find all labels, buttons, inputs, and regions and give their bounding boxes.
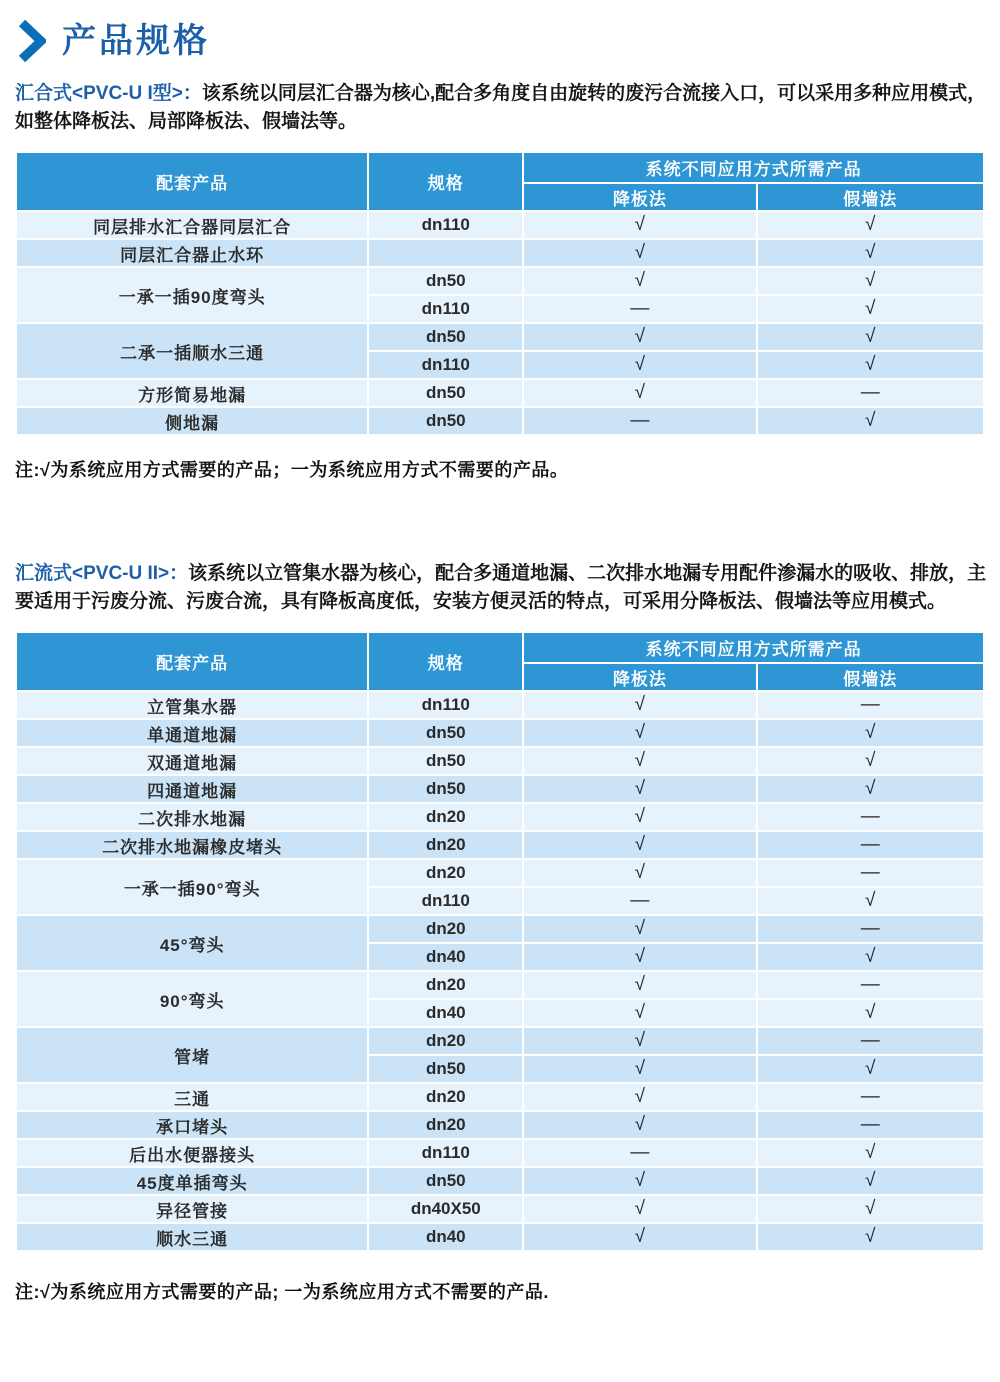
product-cell: 单通道地漏 (16, 719, 368, 747)
col-header-spec: 规格 (368, 152, 523, 211)
spec-cell: dn50 (368, 267, 523, 295)
product-cell: 45°弯头 (16, 915, 368, 971)
drop-slab-method-cell: √ (523, 1195, 756, 1223)
table-note-1: 注:√为系统应用方式需要的产品；一为系统应用方式不需要的产品。 (15, 460, 569, 480)
table-row (16, 747, 984, 775)
drop-slab-method-cell: √ (523, 1083, 756, 1111)
col-header-method-2: 假墙法 (757, 183, 985, 211)
drop-slab-method-cell: √ (523, 267, 756, 295)
table-row (16, 1167, 984, 1195)
table-row (16, 915, 984, 943)
col-header-spec: 规格 (368, 632, 523, 691)
false-wall-method-cell: — (757, 691, 985, 719)
drop-slab-method-cell: √ (523, 999, 756, 1027)
spec-cell: dn110 (368, 1139, 523, 1167)
false-wall-method-cell: √ (757, 747, 985, 775)
spec-cell: dn40 (368, 943, 523, 971)
table-row (16, 323, 984, 351)
drop-slab-method-cell: √ (523, 351, 756, 379)
drop-slab-method-cell: √ (523, 323, 756, 351)
drop-slab-method-cell: √ (523, 831, 756, 859)
false-wall-method-cell: √ (757, 719, 985, 747)
spec-cell: dn110 (368, 295, 523, 323)
spec-cell: dn20 (368, 803, 523, 831)
section-intro-1 (15, 80, 987, 136)
table-2-body (16, 691, 984, 1251)
spec-cell: dn50 (368, 719, 523, 747)
table-row (16, 1223, 984, 1251)
spec-cell: dn110 (368, 351, 523, 379)
spec-cell: dn50 (368, 1167, 523, 1195)
spec-cell: dn20 (368, 831, 523, 859)
spec-cell: dn110 (368, 211, 523, 239)
false-wall-method-cell: — (757, 859, 985, 887)
spec-cell: dn110 (368, 691, 523, 719)
spec-cell: dn50 (368, 1055, 523, 1083)
spec-cell: dn50 (368, 323, 523, 351)
col-header-method-1: 降板法 (523, 183, 756, 211)
product-cell: 三通 (16, 1083, 368, 1111)
product-cell: 四通道地漏 (16, 775, 368, 803)
table-row (16, 831, 984, 859)
false-wall-method-cell: √ (757, 295, 985, 323)
drop-slab-method-cell: √ (523, 971, 756, 999)
spec-cell: dn20 (368, 859, 523, 887)
false-wall-method-cell: √ (757, 1223, 985, 1251)
table-row (16, 267, 984, 295)
false-wall-method-cell: √ (757, 351, 985, 379)
drop-slab-method-cell: √ (523, 1055, 756, 1083)
table-row (16, 1195, 984, 1223)
drop-slab-method-cell: √ (523, 239, 756, 267)
false-wall-method-cell: √ (757, 887, 985, 915)
false-wall-method-cell: — (757, 803, 985, 831)
product-cell: 同层排水汇合器同层汇合 (16, 211, 368, 239)
page-header (0, 0, 1000, 62)
product-cell: 承口堵头 (16, 1111, 368, 1139)
drop-slab-method-cell: √ (523, 1111, 756, 1139)
table-row (16, 719, 984, 747)
table-row (16, 859, 984, 887)
section-intro-2 (15, 560, 987, 616)
spec-cell: dn20 (368, 1027, 523, 1055)
product-cell: 管堵 (16, 1027, 368, 1083)
product-cell: 一承一插90°弯头 (16, 859, 368, 915)
section-1-lead: 汇合式<PVC-U I型>： (15, 83, 202, 104)
spec-cell: dn50 (368, 379, 523, 407)
drop-slab-method-cell: — (523, 407, 756, 435)
drop-slab-method-cell: √ (523, 775, 756, 803)
product-cell: 方形简易地漏 (16, 379, 368, 407)
col-header-group: 系统不同应用方式所需产品 (523, 152, 984, 183)
table-row (16, 239, 984, 267)
false-wall-method-cell: — (757, 1111, 985, 1139)
spec-cell: dn40 (368, 1223, 523, 1251)
page-title: 产品规格 (62, 21, 210, 60)
table-row (16, 211, 984, 239)
product-table-1 (15, 151, 985, 436)
product-cell: 一承一插90度弯头 (16, 267, 368, 323)
false-wall-method-cell: √ (757, 1167, 985, 1195)
false-wall-method-cell: √ (757, 239, 985, 267)
drop-slab-method-cell: √ (523, 211, 756, 239)
product-table-2 (15, 631, 985, 1252)
product-cell: 二承一插顺水三通 (16, 323, 368, 379)
product-cell: 同层汇合器止水环 (16, 239, 368, 267)
drop-slab-method-cell: √ (523, 379, 756, 407)
spec-cell: dn20 (368, 915, 523, 943)
table-row (16, 379, 984, 407)
table-row (16, 691, 984, 719)
product-cell: 后出水便器接头 (16, 1139, 368, 1167)
spec-cell: dn40X50 (368, 1195, 523, 1223)
spec-cell: dn20 (368, 1111, 523, 1139)
table-1-header (16, 152, 984, 211)
drop-slab-method-cell: √ (523, 747, 756, 775)
drop-slab-method-cell: √ (523, 1223, 756, 1251)
table-row (16, 803, 984, 831)
drop-slab-method-cell: √ (523, 915, 756, 943)
spec-cell: dn20 (368, 1083, 523, 1111)
drop-slab-method-cell: √ (523, 719, 756, 747)
section-1-body: 该系统以同层汇合器为核心,配合多角度自由旋转的废污合流接入口，可以采用多种应用模式，如整体降板法、局部降板法、假墙法等。 (15, 83, 987, 132)
product-cell: 立管集水器 (16, 691, 368, 719)
product-cell: 顺水三通 (16, 1223, 368, 1251)
table-note-2: 注:√为系统应用方式需要的产品; 一为系统应用方式不需要的产品. (15, 1282, 549, 1302)
false-wall-method-cell: — (757, 1083, 985, 1111)
spec-cell: dn50 (368, 407, 523, 435)
spec-cell: dn40 (368, 999, 523, 1027)
product-cell: 双通道地漏 (16, 747, 368, 775)
table-row (16, 1139, 984, 1167)
table-row (16, 407, 984, 435)
false-wall-method-cell: — (757, 1027, 985, 1055)
spec-cell: dn20 (368, 971, 523, 999)
table-row (16, 775, 984, 803)
drop-slab-method-cell: √ (523, 1027, 756, 1055)
col-header-method-2: 假墙法 (757, 663, 985, 691)
false-wall-method-cell: √ (757, 323, 985, 351)
product-cell: 二次排水地漏 (16, 803, 368, 831)
col-header-group: 系统不同应用方式所需产品 (523, 632, 984, 663)
false-wall-method-cell: — (757, 379, 985, 407)
section-2-body: 该系统以立管集水器为核心，配合多通道地漏、二次排水地漏专用配件渗漏水的吸收、排放，主要适用于污废分流、污废合流，具有降板高度低，安装方便灵活的特点，可采用分降板法、假墙法等应用模式。 (15, 563, 987, 612)
spec-cell: dn50 (368, 747, 523, 775)
drop-slab-method-cell: — (523, 1139, 756, 1167)
false-wall-method-cell: √ (757, 211, 985, 239)
spec-cell (368, 239, 523, 267)
false-wall-method-cell: √ (757, 1055, 985, 1083)
drop-slab-method-cell: √ (523, 859, 756, 887)
table-1-body (16, 211, 984, 435)
product-cell: 45度单插弯头 (16, 1167, 368, 1195)
spec-cell: dn110 (368, 887, 523, 915)
table-row (16, 1111, 984, 1139)
section-2-lead: 汇流式<PVC-U II>： (15, 563, 189, 584)
product-cell: 二次排水地漏橡皮堵头 (16, 831, 368, 859)
table-row (16, 1083, 984, 1111)
drop-slab-method-cell: √ (523, 803, 756, 831)
drop-slab-method-cell: — (523, 295, 756, 323)
false-wall-method-cell: √ (757, 999, 985, 1027)
col-header-product: 配套产品 (16, 632, 368, 691)
col-header-method-1: 降板法 (523, 663, 756, 691)
false-wall-method-cell: √ (757, 1139, 985, 1167)
drop-slab-method-cell: √ (523, 943, 756, 971)
false-wall-method-cell: — (757, 971, 985, 999)
drop-slab-method-cell: √ (523, 1167, 756, 1195)
drop-slab-method-cell: — (523, 887, 756, 915)
false-wall-method-cell: √ (757, 407, 985, 435)
false-wall-method-cell: √ (757, 267, 985, 295)
product-cell: 侧地漏 (16, 407, 368, 435)
false-wall-method-cell: √ (757, 1195, 985, 1223)
false-wall-method-cell: — (757, 831, 985, 859)
false-wall-method-cell: √ (757, 943, 985, 971)
false-wall-method-cell: √ (757, 775, 985, 803)
table-2-header (16, 632, 984, 691)
col-header-product: 配套产品 (16, 152, 368, 211)
product-cell: 异径管接 (16, 1195, 368, 1223)
chevron-right-icon (18, 20, 46, 62)
table-row (16, 971, 984, 999)
spec-cell: dn50 (368, 775, 523, 803)
product-cell: 90°弯头 (16, 971, 368, 1027)
drop-slab-method-cell: √ (523, 691, 756, 719)
table-row (16, 1027, 984, 1055)
false-wall-method-cell: — (757, 915, 985, 943)
